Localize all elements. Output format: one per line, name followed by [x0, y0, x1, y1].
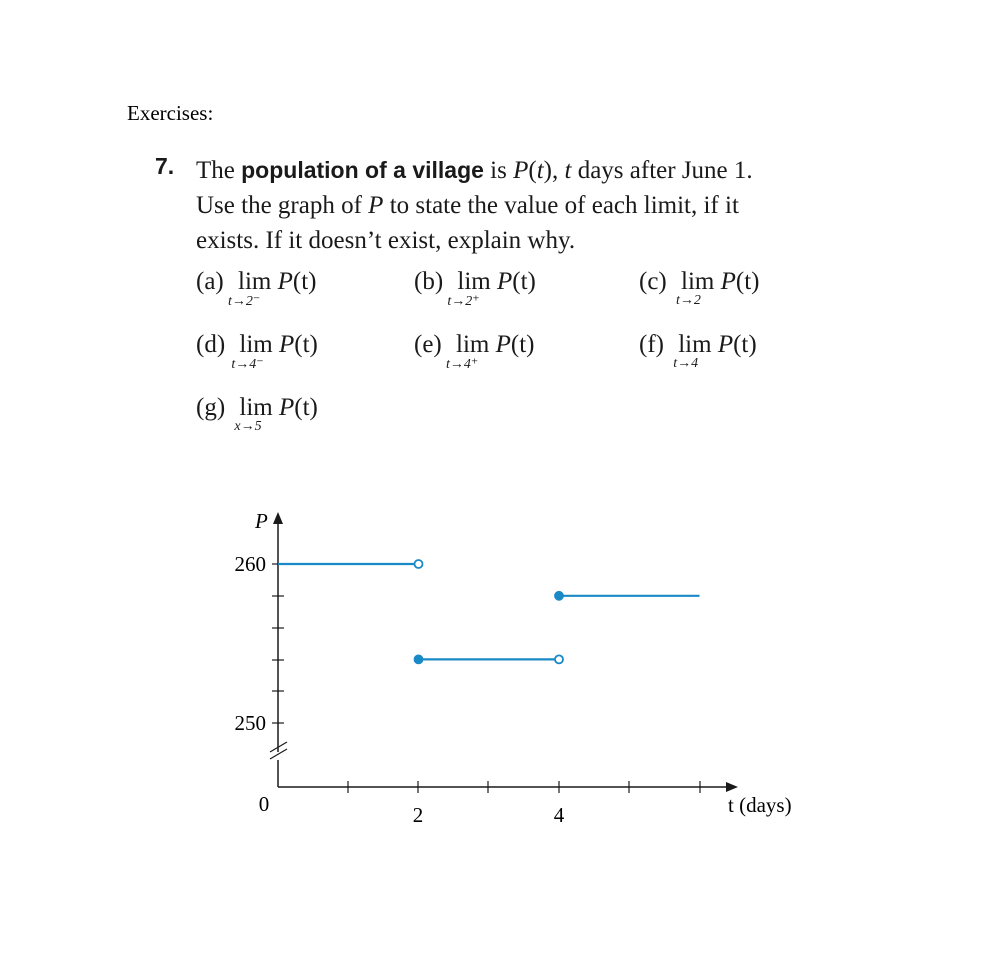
y-axis-label: P [255, 509, 268, 533]
x-tick-label-0: 0 [258, 792, 270, 816]
lim-word: lim [678, 331, 712, 358]
limit-label: (g) [196, 394, 226, 421]
limit-subscript: t→2⁻ [228, 294, 261, 309]
func-P: P [513, 157, 529, 184]
text: ), [543, 157, 565, 184]
limit-subscript: t→4⁺ [446, 357, 479, 372]
keyword-population: population of a village [241, 157, 484, 183]
lim-word: lim [239, 394, 273, 421]
plot-area [278, 560, 700, 663]
func-P: P [720, 268, 736, 295]
text: Use the graph of [196, 192, 369, 219]
exercises-heading: Exercises: [127, 101, 214, 125]
func-arg: (t) [735, 268, 760, 295]
lim-word: lim [239, 331, 273, 358]
closed-endpoint-2 [415, 655, 423, 663]
func-P: P [277, 268, 293, 295]
func-P: P [495, 331, 511, 358]
limit-label: (e) [414, 331, 442, 358]
func-arg: (t) [733, 331, 757, 358]
limit-subscript: x→5 [234, 419, 262, 434]
limit-subscript: t→4 [673, 356, 699, 371]
limit-label: (f) [639, 331, 664, 358]
problem-number: 7. [155, 153, 175, 179]
axes [270, 512, 738, 793]
limit-label: (d) [196, 331, 226, 358]
limit-subscript: t→4⁻ [231, 357, 264, 372]
func-P: P [497, 268, 513, 295]
var-t: t [536, 157, 544, 184]
open-endpoint-1 [415, 560, 423, 568]
problem-line-3: exists. If it doesn’t exist, explain why. [196, 227, 576, 254]
func-arg: (t) [294, 394, 318, 421]
func-arg: (t) [294, 331, 318, 358]
y-axis-arrowhead [273, 512, 283, 524]
x-tick-label-4: 4 [553, 803, 565, 827]
func-arg: (t) [292, 268, 317, 295]
x-axis-arrowhead [726, 782, 738, 792]
limit-subscript: t→2⁺ [447, 294, 480, 309]
y-tick-label-260: 260 [234, 552, 266, 576]
limit-label: (c) [639, 268, 667, 295]
x-tick-label-2: 2 [412, 803, 424, 827]
func-P: P [279, 331, 295, 358]
text: The [196, 157, 242, 184]
text: days after June 1. [571, 157, 753, 184]
func-arg: (t) [510, 331, 535, 358]
lim-word: lim [457, 268, 491, 295]
open-endpoint-2 [555, 655, 563, 663]
y-tick-label-250: 250 [234, 711, 266, 735]
axis-labels [235, 509, 792, 827]
limit-label: (a) [196, 268, 224, 295]
lim-word: lim [681, 268, 715, 295]
limit-subscript: t→2 [676, 293, 701, 308]
func-P: P [717, 331, 734, 358]
text: to state the value of each limit, if it [383, 192, 739, 219]
closed-endpoint-3 [555, 592, 563, 600]
lim-word: lim [456, 331, 490, 358]
func-P: P [279, 394, 295, 421]
text: ( [528, 157, 537, 184]
var-t: t [564, 157, 572, 184]
func-arg: (t) [512, 268, 536, 295]
lim-word: lim [238, 268, 272, 295]
text: is [483, 157, 514, 184]
x-axis-label: t (days) [728, 793, 792, 817]
limit-label: (b) [414, 268, 444, 295]
func-P: P [368, 192, 384, 219]
